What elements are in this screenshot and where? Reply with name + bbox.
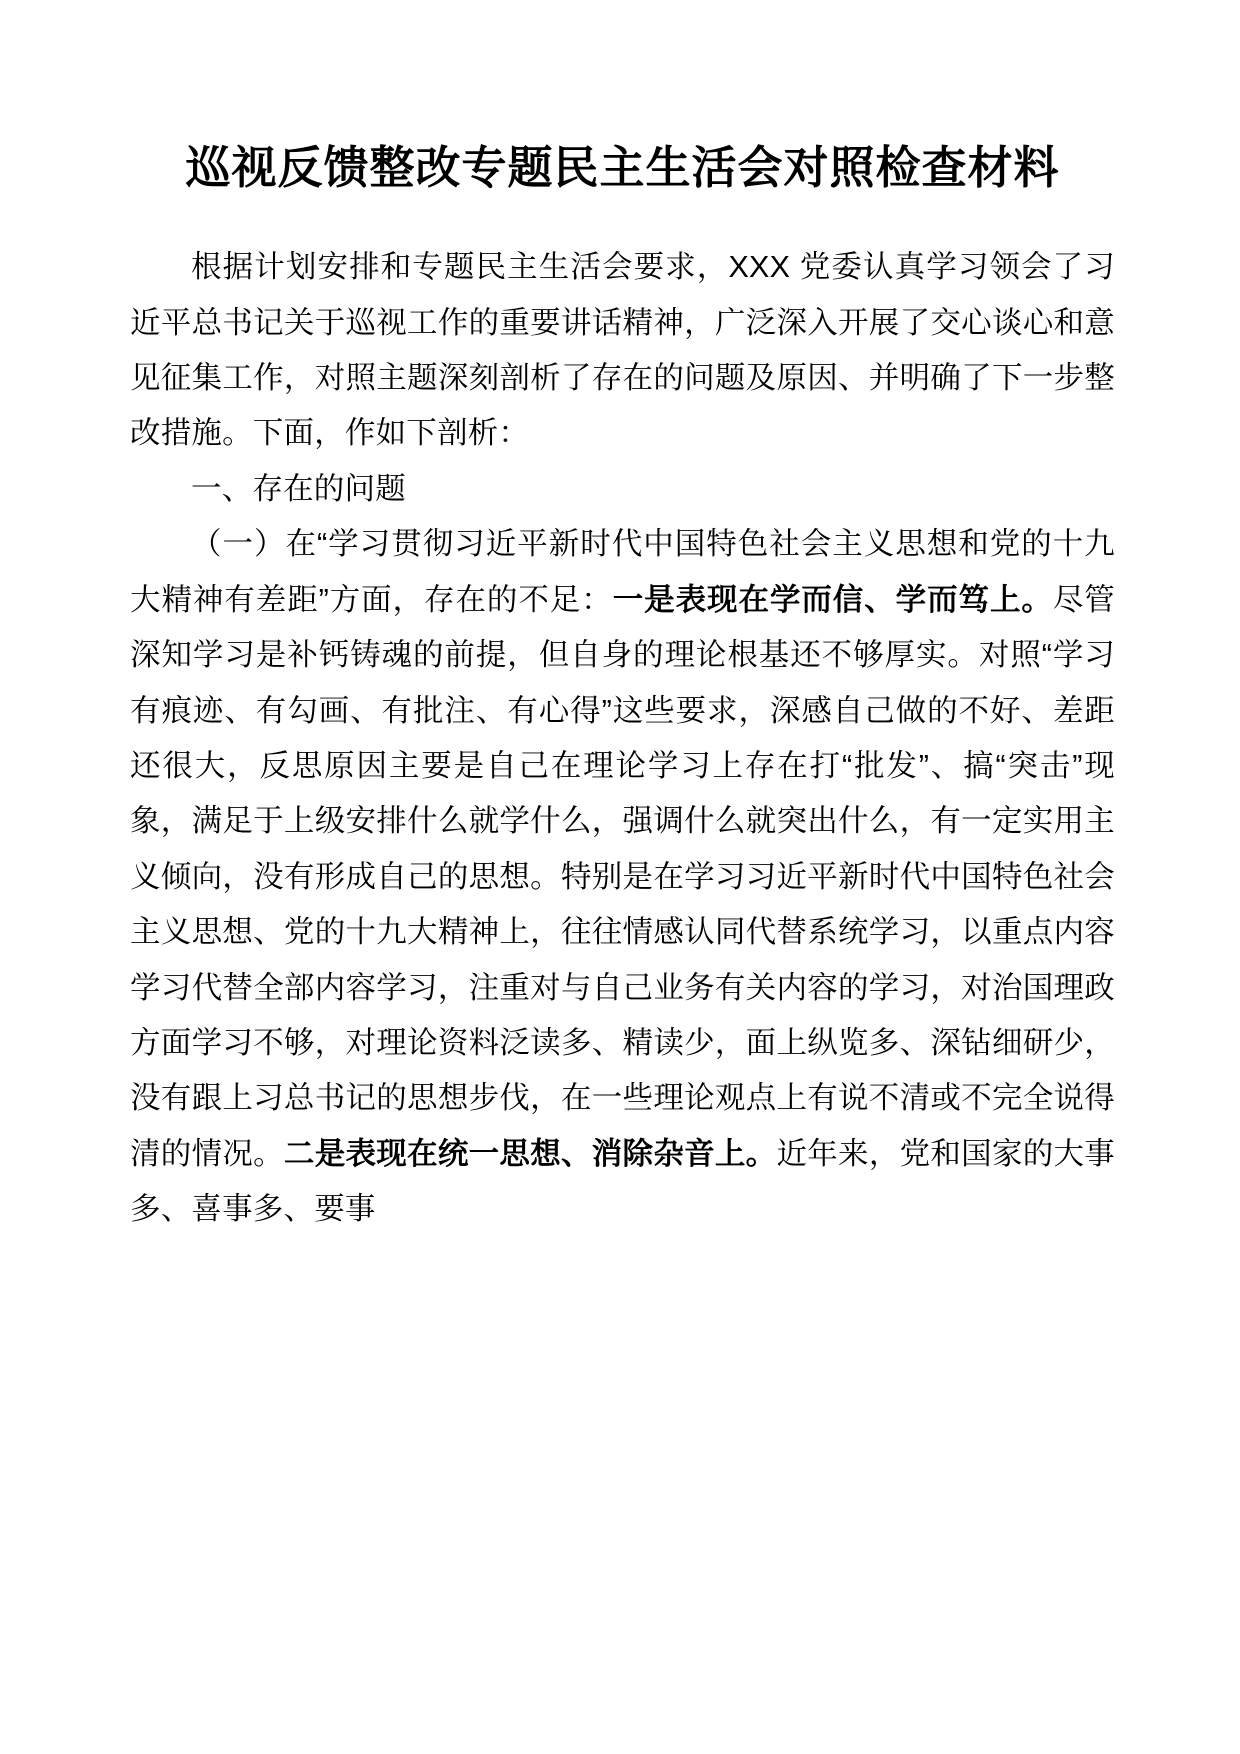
item-one-paragraph bbox=[130, 517, 1115, 1237]
page-title: 巡视反馈整改专题民主生活会对照检查材料 bbox=[185, 142, 1060, 193]
section-one-heading: 一、存在的问题 bbox=[191, 471, 406, 506]
document-content bbox=[130, 0, 1115, 1238]
item-one-body-text-one: 尽管深知学习是补钙铸魂的前提，但自身的理论根基还不够厚实。对照“学习有痕迹、有勾画、有批注、有心得”这些要求，深感自己做的不好、差距还很大，反思原因主要是自己在理论学习上存在打“批发”、搞“突击”现象，满足于上级安排什么就学什么，强调什么就突出什么，有一定实用主义倾向，没有形成自己的思想。特别是在学习习近平新时代中国特色社会主义思想、党的十九大精神上，往往情感认同代替系统学习，以重点内容学习代替全部内容学习，注重对与自己业务有关内容的学习，对治国理政方面学习不够，对理论资料泛读多、精读少，面上纵览多、深钻细研少，没有跟上习总书记的思想步伐，在一些理论观点上有说不清或不完全说得清的情况。 bbox=[130, 582, 1115, 1171]
intro-paragraph: 根据计划安排和专题民主生活会要求，XXX 党委认真学习领会了习近平总书记关于巡视工作的重要讲话精神，广泛深入开展了交心谈心和意见征集工作，对照主题深刻剖析了存在的问题及原因、并明确了下一步整改措施。下面，作如下剖析： bbox=[130, 250, 1115, 451]
item-one-body-text-two: 近年来，党和国家的大事多、喜事多、要事 bbox=[130, 1136, 1116, 1227]
document-body bbox=[130, 240, 1115, 1237]
item-one-lead-text: （一）在“学习贯彻习近平新时代中国特色社会主义思想和党的十九大精神有差距”方面，存在的不足： bbox=[130, 527, 1115, 617]
bold-phrase-one: 一是表现在学而信、学而笃上。 bbox=[612, 582, 1053, 617]
bold-phrase-two: 二是表现在统一思想、消除杂音上。 bbox=[283, 1136, 777, 1171]
